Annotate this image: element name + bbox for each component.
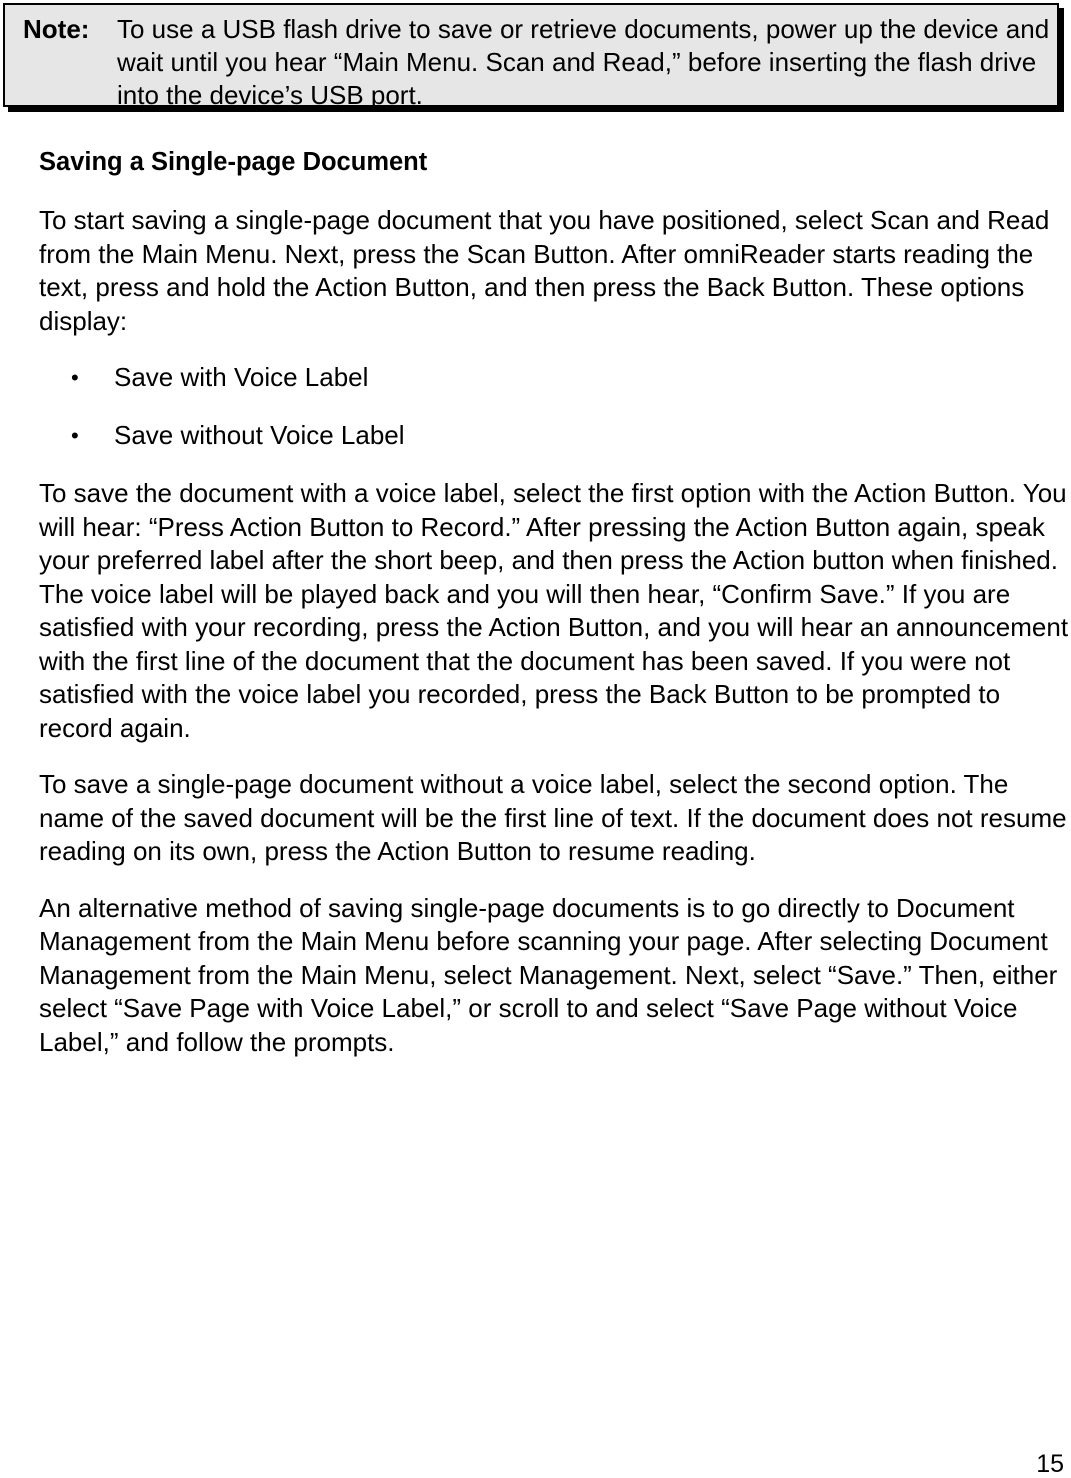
- alternative-method-paragraph: An alternative method of saving single-page documents is to go directly to Document Management from the Main Menu before scanning your page. After selecting Document Management from the Main Menu, select Management. Next, select “Save.” Then, either select “Save Page with Voice Label,” or scroll to and select “Save Page without Voice Label,” and follow the prompts.: [39, 892, 1058, 1057]
- bullet-icon: •: [71, 365, 79, 390]
- intro-paragraph: To start saving a single-page document that you have positioned, select Scan and Read from the Main Menu. Next, press the Scan Button. After omniReader starts reading the text, press and hold the Action Button, and then press the Back Button. These options display:: [39, 205, 1050, 336]
- voice-label-paragraph: To save the document with a voice label, select the first option with the Action Button. You will hear: “Press Action Button to Record.” After pressing the Action Button again, speak your preferred label after the short beep, and then press the Action button when finished. The voice label will be played back and you will then hear, “Confirm Save.” If you are satisfied with your recording, press the Action Button, and you will hear an announcement with the first line of the document that the document has been saved. If you were not satisfied with the voice label you recorded, press the Back Button to be prompted to record again.: [39, 478, 1069, 743]
- option-save-without-voice-label: Save without Voice Label: [114, 420, 405, 450]
- list-item: [39, 419, 1069, 452]
- bullet-icon: •: [71, 423, 79, 448]
- page-number: 15: [1036, 1450, 1064, 1478]
- option-save-with-voice-label: Save with Voice Label: [114, 362, 369, 392]
- note-text: To use a USB flash drive to save or retrieve documents, power up the device and wait until you hear “Main Menu. Scan and Read,” before inserting the flash drive into the device’s USB port.: [117, 14, 1050, 110]
- list-item: [39, 361, 1069, 394]
- section-heading: Saving a Single-page Document: [39, 148, 428, 176]
- main-content: [39, 146, 1069, 1082]
- save-options-list: [39, 361, 1069, 452]
- note-label: Note:: [23, 14, 90, 44]
- note-box: [3, 3, 1059, 110]
- without-label-paragraph: To save a single-page document without a voice label, select the second option. The name of the saved document will be the first line of text. If the document does not resume reading on its own, press the Action Button to resume reading.: [39, 769, 1067, 866]
